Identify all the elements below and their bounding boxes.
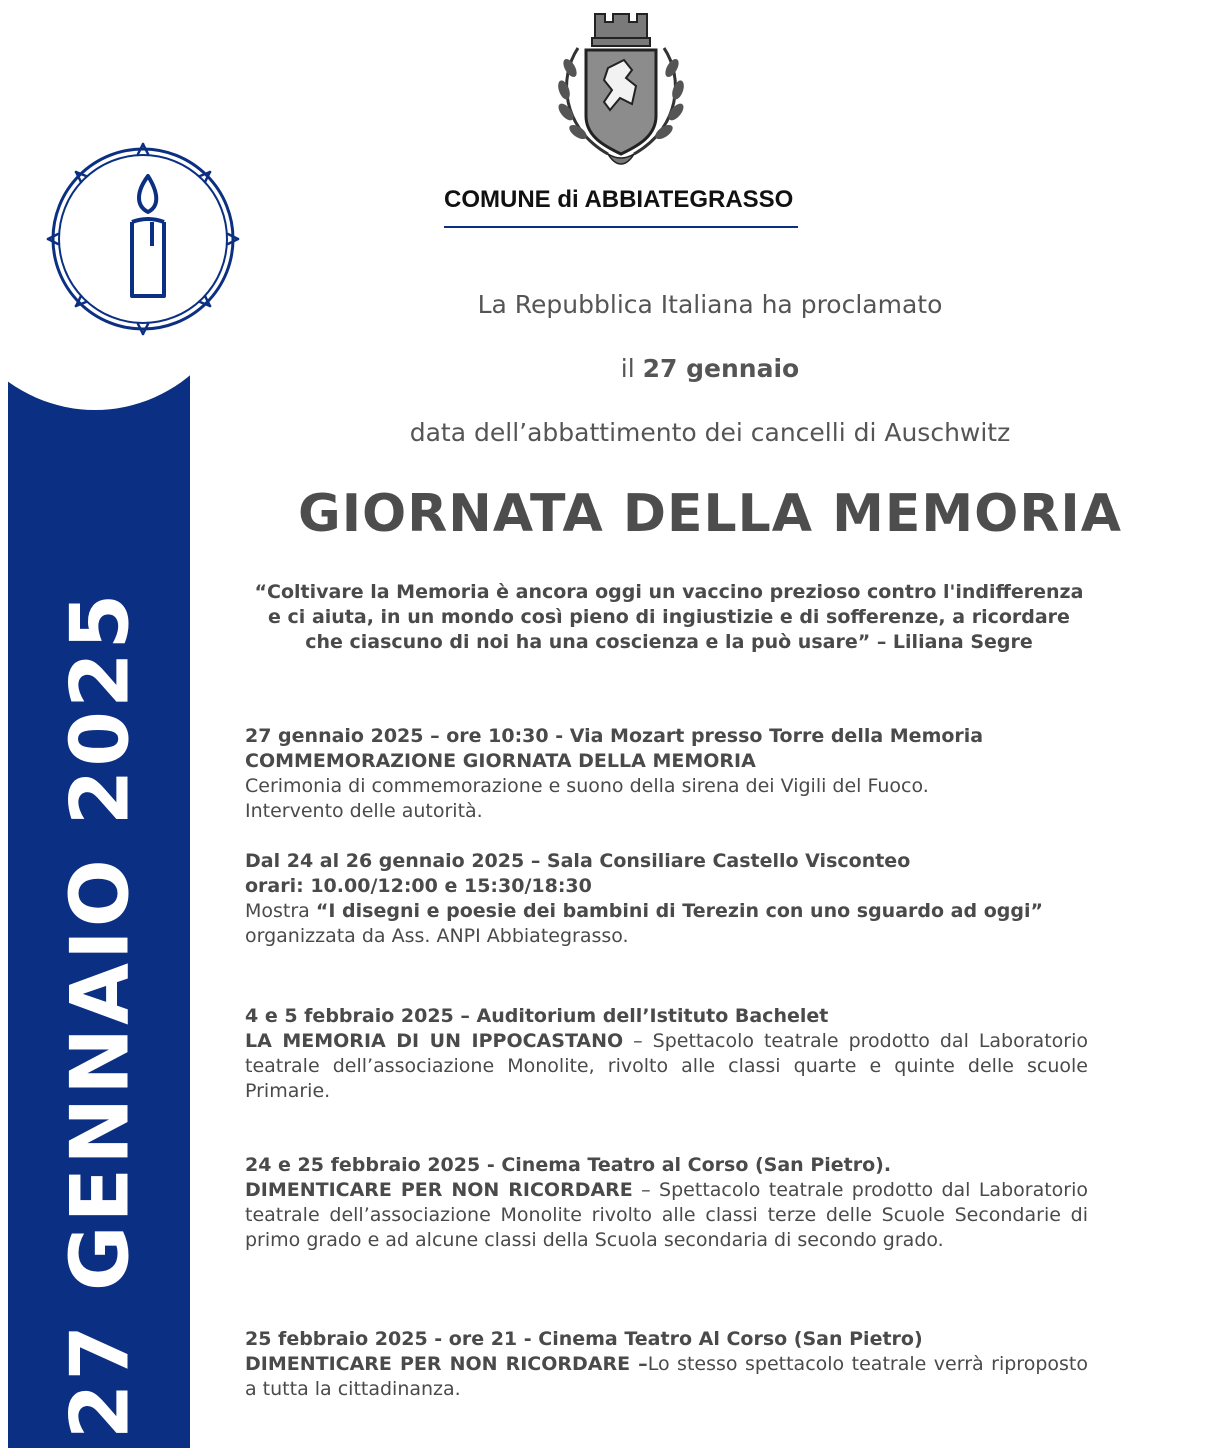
municipal-crest-icon [548, 8, 694, 170]
event-description: Cerimonia di commemorazione e suono della sirena dei Vigili del Fuoco. [245, 775, 929, 797]
event-description: organizzata da Ass. ANPI Abbiategrasso. [245, 925, 629, 947]
intro-line-3: data dell’abbattimento dei cancelli di Auschwitz [409, 418, 1011, 447]
municipality-name: COMUNE di ABBIATEGRASSO [444, 186, 794, 213]
event-heading: Dal 24 al 26 gennaio 2025 – Sala Consiliare Castello Visconteo [245, 850, 911, 872]
event-hours: orari: 10.00/12:00 e 15:30/18:30 [245, 875, 592, 897]
event-item [245, 1327, 1088, 1402]
intro-line-2 [200, 354, 1220, 383]
event-heading: 25 febbraio 2025 - ore 21 - Cinema Teatro Al Corso (San Pietro) [245, 1328, 923, 1350]
event-item [245, 1153, 1088, 1253]
quote-line: “Coltivare la Memoria è ancora oggi un vaccino prezioso contro l'indifferenza [254, 581, 1084, 603]
event-item [245, 724, 1088, 824]
event-title: DIMENTICARE PER NON RICORDARE – [245, 1353, 648, 1375]
page-title: GIORNATA DELLA MEMORIA [298, 484, 1122, 544]
event-description [245, 1178, 1088, 1253]
intro-prefix: il [620, 354, 643, 383]
quote-line: che ciascuno di noi ha una coscienza e la può usare” – Liliana Segre [305, 631, 1033, 653]
header-divider [444, 226, 798, 228]
event-description: Intervento delle autorità. [245, 800, 483, 822]
quote [226, 580, 1112, 655]
vertical-date: 27 GENNAIO 2025 [53, 590, 147, 1440]
event-item [245, 849, 1088, 949]
event-title: “I disegni e poesie dei bambini di Terezin con uno sguardo ad oggi” [315, 900, 1043, 922]
event-heading: 4 e 5 febbraio 2025 – Auditorium dell’Istituto Bachelet [245, 1005, 829, 1027]
event-title: COMMEMORAZIONE GIORNATA DELLA MEMORIA [245, 750, 756, 772]
event-description [245, 1352, 1088, 1402]
event-title: DIMENTICARE PER NON RICORDARE [245, 1179, 633, 1201]
event-text: – Spettacolo teatrale prodotto dal Laboratorio teatrale dell’associazione Monolite rivolto alle classi terze delle Scuole Secondarie di primo grado e ad alcune classi della Scuola secondaria di secondo grado. [245, 1179, 1088, 1251]
event-text: – Spettacolo teatrale prodotto dal Laboratorio teatrale dell’associazione Monolite, rivolto alle classi quarte e quinte delle scuole Primarie. [245, 1030, 1088, 1102]
intro-date: 27 gennaio [642, 354, 800, 383]
event-text: Lo stesso spettacolo teatrale verrà riproposto a tutta la cittadinanza. [245, 1353, 1088, 1400]
event-heading: 24 e 25 febbraio 2025 - Cinema Teatro al Corso (San Pietro). [245, 1154, 892, 1176]
event-item [245, 1004, 1088, 1104]
event-heading: 27 gennaio 2025 – ore 10:30 - Via Mozart presso Torre della Memoria [245, 725, 984, 747]
event-description [245, 1029, 1088, 1104]
event-title: LA MEMORIA DI UN IPPOCASTANO [245, 1030, 624, 1052]
event-prefix: Mostra [245, 900, 316, 922]
intro-line-1: La Repubblica Italiana ha proclamato [477, 290, 943, 319]
quote-line: e ci aiuta, in un mondo così pieno di ingiustizie e di sofferenze, a ricordare [268, 606, 1070, 628]
event-description [245, 899, 1088, 924]
